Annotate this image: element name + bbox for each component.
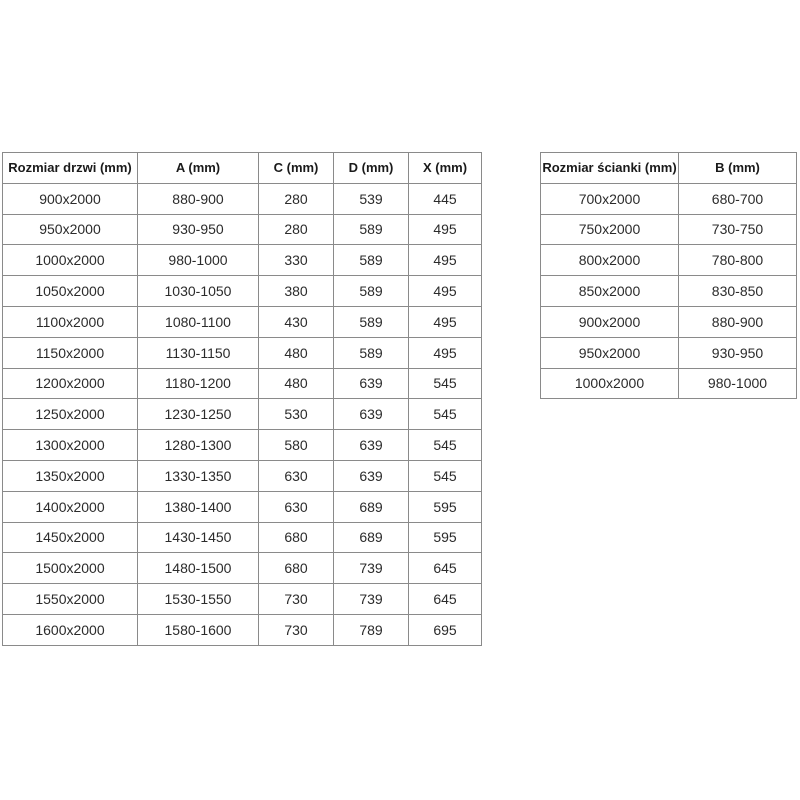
cell: 739 bbox=[334, 584, 409, 615]
cell: 1150x2000 bbox=[3, 337, 138, 368]
cell: 780-800 bbox=[679, 245, 797, 276]
cell: 495 bbox=[409, 276, 482, 307]
cell: 1500x2000 bbox=[3, 553, 138, 584]
wall-size-table bbox=[540, 152, 797, 399]
table-row bbox=[541, 337, 797, 368]
cell: 1300x2000 bbox=[3, 430, 138, 461]
wall-table-header-row bbox=[541, 153, 797, 184]
cell: 1400x2000 bbox=[3, 491, 138, 522]
cell: 1080-1100 bbox=[138, 306, 259, 337]
table-row bbox=[541, 183, 797, 214]
cell: 1600x2000 bbox=[3, 614, 138, 645]
cell: 1330-1350 bbox=[138, 460, 259, 491]
cell: 689 bbox=[334, 491, 409, 522]
cell: 1250x2000 bbox=[3, 399, 138, 430]
cell: 589 bbox=[334, 214, 409, 245]
table-row bbox=[3, 430, 482, 461]
table-row bbox=[3, 584, 482, 615]
cell: 1280-1300 bbox=[138, 430, 259, 461]
table-row bbox=[3, 491, 482, 522]
table-row bbox=[3, 460, 482, 491]
cell: 1580-1600 bbox=[138, 614, 259, 645]
cell: 730 bbox=[259, 614, 334, 645]
cell: 645 bbox=[409, 553, 482, 584]
cell: 900x2000 bbox=[3, 183, 138, 214]
cell: 445 bbox=[409, 183, 482, 214]
cell: 1430-1450 bbox=[138, 522, 259, 553]
cell: 1380-1400 bbox=[138, 491, 259, 522]
table-row bbox=[3, 214, 482, 245]
cell: 630 bbox=[259, 460, 334, 491]
cell: 495 bbox=[409, 245, 482, 276]
cell: 789 bbox=[334, 614, 409, 645]
cell: 639 bbox=[334, 430, 409, 461]
table-row bbox=[3, 553, 482, 584]
cell: 750x2000 bbox=[541, 214, 679, 245]
door-size-table bbox=[2, 152, 482, 646]
table-row bbox=[3, 276, 482, 307]
cell: 530 bbox=[259, 399, 334, 430]
cell: 589 bbox=[334, 337, 409, 368]
cell: 1450x2000 bbox=[3, 522, 138, 553]
cell: 689 bbox=[334, 522, 409, 553]
column-header: X (mm) bbox=[409, 153, 482, 184]
table-row bbox=[541, 306, 797, 337]
cell: 589 bbox=[334, 245, 409, 276]
column-header: A (mm) bbox=[138, 153, 259, 184]
cell: 539 bbox=[334, 183, 409, 214]
cell: 545 bbox=[409, 368, 482, 399]
cell: 930-950 bbox=[679, 337, 797, 368]
table-row bbox=[3, 306, 482, 337]
cell: 639 bbox=[334, 399, 409, 430]
table-row bbox=[541, 368, 797, 399]
cell: 280 bbox=[259, 183, 334, 214]
cell: 730 bbox=[259, 584, 334, 615]
cell: 280 bbox=[259, 214, 334, 245]
cell: 1350x2000 bbox=[3, 460, 138, 491]
door-table-header-row bbox=[3, 153, 482, 184]
cell: 700x2000 bbox=[541, 183, 679, 214]
cell: 480 bbox=[259, 368, 334, 399]
column-header: Rozmiar ścianki (mm) bbox=[541, 153, 679, 184]
cell: 545 bbox=[409, 430, 482, 461]
cell: 595 bbox=[409, 522, 482, 553]
cell: 380 bbox=[259, 276, 334, 307]
table-row bbox=[3, 399, 482, 430]
table-row bbox=[3, 183, 482, 214]
cell: 589 bbox=[334, 306, 409, 337]
cell: 1180-1200 bbox=[138, 368, 259, 399]
cell: 1200x2000 bbox=[3, 368, 138, 399]
cell: 495 bbox=[409, 306, 482, 337]
cell: 495 bbox=[409, 337, 482, 368]
cell: 680 bbox=[259, 553, 334, 584]
cell: 645 bbox=[409, 584, 482, 615]
cell: 1100x2000 bbox=[3, 306, 138, 337]
table-row bbox=[541, 214, 797, 245]
cell: 1530-1550 bbox=[138, 584, 259, 615]
table-row bbox=[3, 245, 482, 276]
cell: 850x2000 bbox=[541, 276, 679, 307]
cell: 1550x2000 bbox=[3, 584, 138, 615]
table-row bbox=[3, 614, 482, 645]
table-row bbox=[541, 276, 797, 307]
cell: 980-1000 bbox=[138, 245, 259, 276]
column-header: C (mm) bbox=[259, 153, 334, 184]
cell: 1000x2000 bbox=[541, 368, 679, 399]
cell: 1050x2000 bbox=[3, 276, 138, 307]
cell: 545 bbox=[409, 399, 482, 430]
cell: 430 bbox=[259, 306, 334, 337]
cell: 980-1000 bbox=[679, 368, 797, 399]
cell: 950x2000 bbox=[541, 337, 679, 368]
cell: 880-900 bbox=[138, 183, 259, 214]
cell: 880-900 bbox=[679, 306, 797, 337]
cell: 730-750 bbox=[679, 214, 797, 245]
cell: 1130-1150 bbox=[138, 337, 259, 368]
column-header: D (mm) bbox=[334, 153, 409, 184]
cell: 330 bbox=[259, 245, 334, 276]
cell: 1000x2000 bbox=[3, 245, 138, 276]
cell: 800x2000 bbox=[541, 245, 679, 276]
cell: 1230-1250 bbox=[138, 399, 259, 430]
cell: 589 bbox=[334, 276, 409, 307]
cell: 639 bbox=[334, 368, 409, 399]
table-row bbox=[3, 368, 482, 399]
column-header: Rozmiar drzwi (mm) bbox=[3, 153, 138, 184]
cell: 739 bbox=[334, 553, 409, 584]
table-row bbox=[541, 245, 797, 276]
cell: 680 bbox=[259, 522, 334, 553]
cell: 900x2000 bbox=[541, 306, 679, 337]
cell: 580 bbox=[259, 430, 334, 461]
cell: 595 bbox=[409, 491, 482, 522]
cell: 1030-1050 bbox=[138, 276, 259, 307]
cell: 930-950 bbox=[138, 214, 259, 245]
table-row bbox=[3, 522, 482, 553]
cell: 1480-1500 bbox=[138, 553, 259, 584]
cell: 495 bbox=[409, 214, 482, 245]
cell: 680-700 bbox=[679, 183, 797, 214]
cell: 695 bbox=[409, 614, 482, 645]
table-row bbox=[3, 337, 482, 368]
cell: 480 bbox=[259, 337, 334, 368]
cell: 630 bbox=[259, 491, 334, 522]
cell: 830-850 bbox=[679, 276, 797, 307]
cell: 545 bbox=[409, 460, 482, 491]
cell: 950x2000 bbox=[3, 214, 138, 245]
cell: 639 bbox=[334, 460, 409, 491]
column-header: B (mm) bbox=[679, 153, 797, 184]
